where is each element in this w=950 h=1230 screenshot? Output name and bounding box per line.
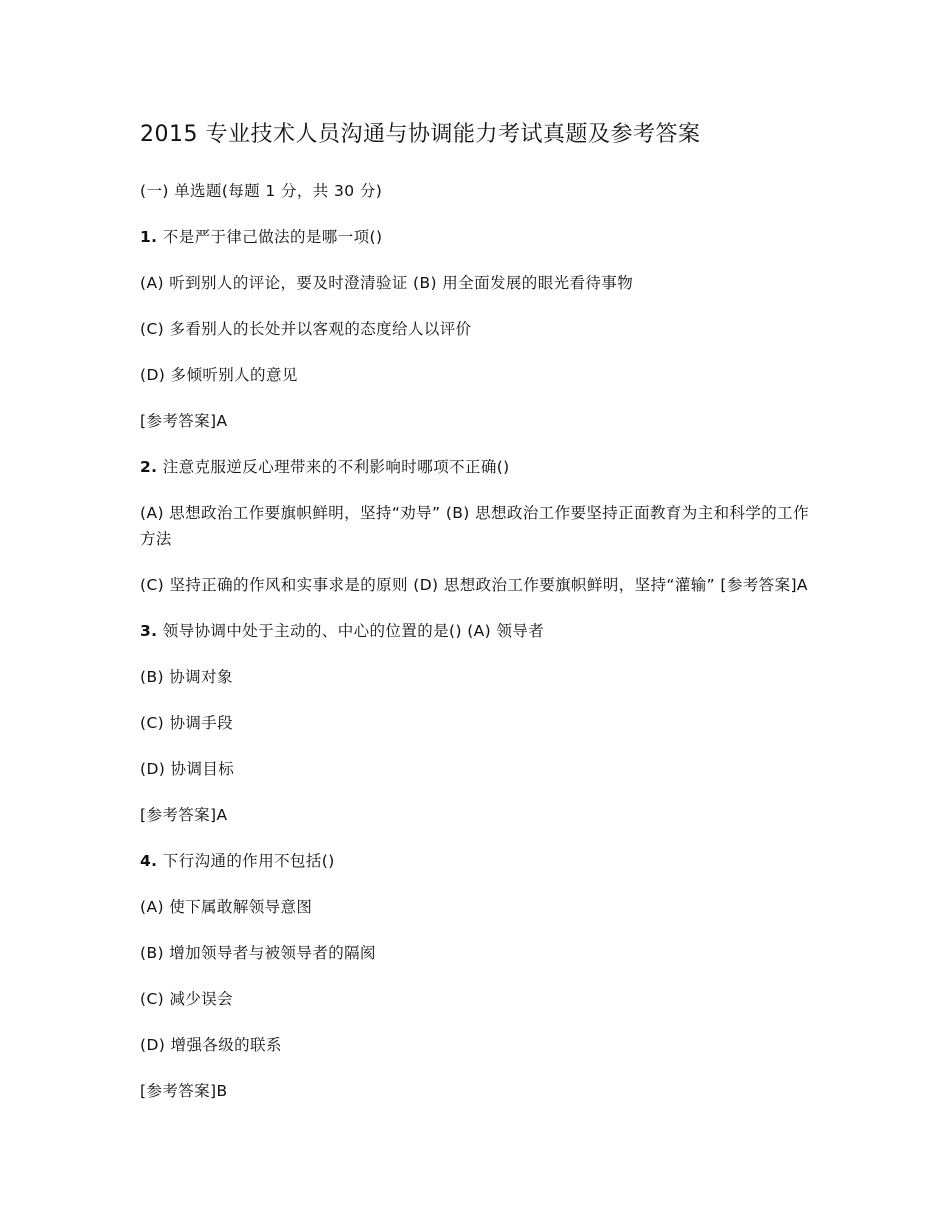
option-line: (C) 坚持正确的作风和实事求是的原则 (D) 思想政治工作要旗帜鲜明，坚持“灌输” [参考答案]A: [140, 576, 808, 594]
question-stem: [140, 848, 830, 874]
answer-line: [参考答案]A: [140, 806, 228, 824]
question-stem: [140, 618, 830, 644]
question-stem: [140, 454, 830, 480]
option-line: (B) 协调对象: [140, 668, 233, 686]
document-title: 2015 专业技术人员沟通与协调能力考试真题及参考答案: [140, 122, 701, 147]
question-stem: [140, 224, 830, 250]
section-heading: (一) 单选题(每题 1 分，共 30 分): [140, 182, 383, 200]
answer-line: [参考答案]B: [140, 1082, 228, 1100]
question-text: 下行沟通的作用不包括(): [157, 852, 335, 870]
option-line: (C) 减少误会: [140, 990, 234, 1008]
option-line: (D) 增强各级的联系: [140, 1036, 282, 1054]
question-number: 1.: [140, 228, 158, 246]
question-text: 不是严于律己做法的是哪一项(): [157, 228, 383, 246]
option-line: (A) 听到别人的评论，要及时澄清验证 (B) 用全面发展的眼光看待事物: [140, 274, 634, 292]
option-line: (B) 增加领导者与被领导者的隔阂: [140, 944, 376, 962]
question-number: 2.: [140, 458, 158, 476]
answer-line: [参考答案]A: [140, 412, 228, 430]
question-text: 注意克服逆反心理带来的不利影响时哪项不正确(): [157, 458, 510, 476]
question-text: 领导协调中处于主动的、中心的位置的是() (A) 领导者: [157, 622, 545, 640]
option-line: (C) 协调手段: [140, 714, 234, 732]
question-number: 4.: [140, 852, 158, 870]
option-line: (D) 协调目标: [140, 760, 235, 778]
question-number: 3.: [140, 622, 158, 640]
option-line: (A) 思想政治工作要旗帜鲜明，坚持“劝导” (B) 思想政治工作要坚持正面教育为主和科学的工作方法: [140, 504, 809, 548]
option-line: (D) 多倾听别人的意见: [140, 366, 298, 384]
option-line: (A) 使下属敢解领导意图: [140, 898, 313, 916]
option-line: (C) 多看别人的长处并以客观的态度给人以评价: [140, 320, 472, 338]
